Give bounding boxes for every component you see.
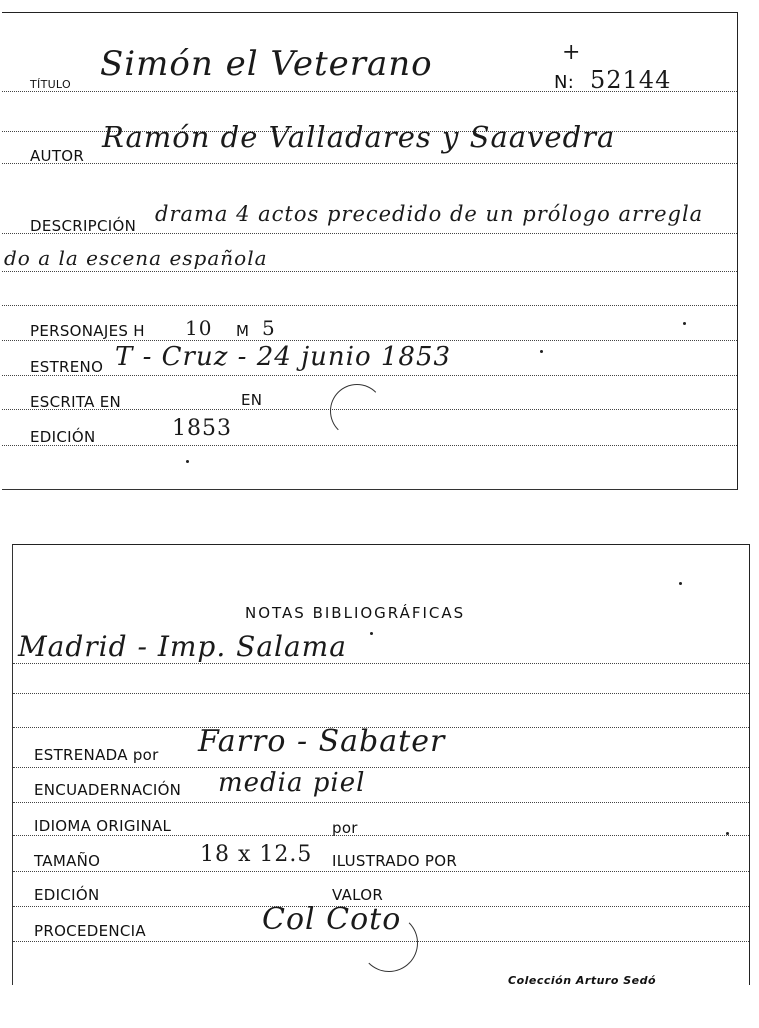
- procedencia-value: Col Coto: [262, 902, 402, 937]
- rule-line: [2, 340, 737, 341]
- edicion-value: 1853: [172, 416, 232, 441]
- idioma-label: IDIOMA ORIGINAL: [34, 817, 172, 835]
- escrita-en-second-label: EN: [241, 391, 263, 409]
- rule-line: [13, 693, 749, 694]
- descripcion-label: DESCRIPCIÓN: [30, 217, 137, 235]
- encuadernacion-value: media piel: [218, 768, 366, 798]
- autor-label: AUTOR: [30, 147, 85, 165]
- personajes-h-value: 10: [185, 316, 213, 340]
- notas-heading: NOTAS BIBLIOGRÁFICAS: [245, 604, 466, 622]
- encuadernacion-label: ENCUADERNACIÓN: [34, 781, 182, 799]
- notas-value: Madrid - Imp. Salama: [18, 630, 347, 663]
- personajes-label: PERSONAJES H: [30, 322, 145, 340]
- valor-label: VALOR: [332, 886, 384, 904]
- rule-line: [2, 445, 737, 446]
- descripcion-value-line2: do a la escena española: [4, 246, 268, 270]
- numero-value: 52144: [590, 66, 672, 94]
- por-label: por: [332, 819, 358, 837]
- procedencia-label: PROCEDENCIA: [34, 922, 146, 940]
- rule-line: [2, 163, 737, 164]
- stamp-mark: [330, 384, 384, 438]
- ink-speck: [540, 350, 543, 353]
- rule-line: [13, 871, 749, 872]
- descripcion-value-line1: drama 4 actos precedido de un prólogo arregla: [155, 202, 704, 226]
- estreno-value: T - Cruz - 24 junio 1853: [115, 342, 452, 372]
- edicion-bottom-label: EDICIÓN: [34, 886, 100, 904]
- rule-line: [13, 802, 749, 803]
- ink-speck: [679, 582, 682, 585]
- rule-line: [13, 663, 749, 664]
- collection-footer: Colección Arturo Sedó: [508, 974, 657, 987]
- autor-value: Ramón de Valladares y Saavedra: [102, 120, 616, 154]
- edicion-label: EDICIÓN: [30, 428, 96, 446]
- titulo-value: Simón el Veterano: [100, 44, 433, 84]
- titulo-label: TÍTULO: [30, 78, 71, 91]
- rule-line: [2, 305, 737, 306]
- rule-line: [2, 375, 737, 376]
- estrenada-value: Farro - Sabater: [198, 724, 446, 759]
- personajes-m-label: M: [236, 322, 250, 340]
- personajes-m-value: 5: [262, 316, 276, 340]
- stamp-mark: [360, 914, 418, 972]
- ink-speck: [370, 632, 373, 635]
- rule-line: [2, 271, 737, 272]
- rule-line: [13, 767, 749, 768]
- numero-cross: +: [562, 40, 582, 65]
- tamano-value: 18 x 12.5: [200, 842, 313, 867]
- ilustrado-label: ILUSTRADO POR: [332, 852, 458, 870]
- escrita-en-label: ESCRITA EN: [30, 393, 122, 411]
- tamano-label: TAMAÑO: [34, 852, 101, 870]
- rule-line: [13, 835, 749, 836]
- ink-speck: [186, 460, 189, 463]
- ink-speck: [726, 832, 729, 835]
- ink-speck: [683, 322, 686, 325]
- estreno-label: ESTRENO: [30, 358, 104, 376]
- estrenada-label: ESTRENADA por: [34, 746, 159, 764]
- numero-label: N:: [554, 72, 575, 93]
